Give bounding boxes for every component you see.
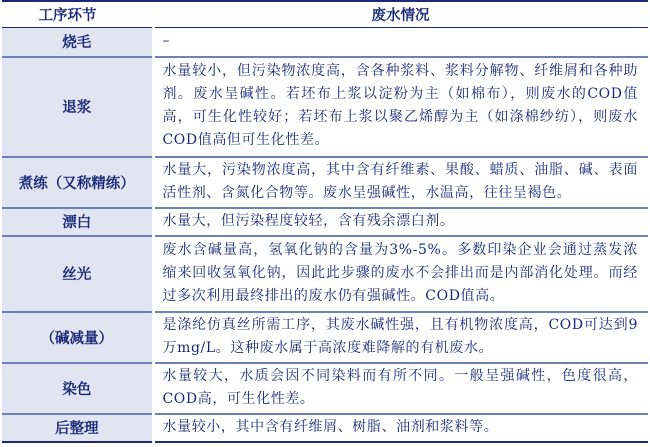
table-row <box>2 414 648 442</box>
table-row <box>2 208 648 236</box>
process-step-name: 烧毛 <box>2 28 153 57</box>
wastewater-description: 水量大，但污染程度较轻，含有残余漂白剂。 <box>153 208 648 236</box>
process-step-name: 后整理 <box>2 414 153 442</box>
column-header-process: 工序环节 <box>2 2 153 28</box>
table-row <box>2 28 648 57</box>
process-step-name: 丝光 <box>2 236 153 312</box>
process-step-name: （碱减量） <box>2 312 153 363</box>
wastewater-description: 是涤纶仿真丝所需工序，其废水碱性强，且有机物浓度高，COD可达到9万mg/L。这种废水属于高浓度难降解的有机废水。 <box>153 312 648 363</box>
column-header-wastewater: 废水情况 <box>153 2 648 28</box>
table-row <box>2 236 648 312</box>
process-step-name: 染色 <box>2 363 153 414</box>
table-row <box>2 312 648 363</box>
wastewater-description: 水量较小，其中含有纤维屑、树脂、油剂和浆料等。 <box>153 414 648 442</box>
wastewater-description: 废水含碱量高，氢氧化钠的含量为3%-5%。多数印染企业会通过蒸发浓缩来回收氢氧化钠，因此此步骤的废水不会排出而是内部消化处理。而经过多次利用最终排出的废水仍有强碱性。COD值高。 <box>153 236 648 312</box>
table-row <box>2 363 648 414</box>
wastewater-description: 水量较小，但污染物浓度高，含各种浆料、浆料分解物、纤维屑和各种助剂。废水呈碱性。若坯布上浆以淀粉为主（如棉布），则废水的COD值高，可生化性较好；若坯布上浆以聚乙烯醇为主（如涤棉纱纺），则废水COD值高但可生化性差。 <box>153 57 648 157</box>
table-top-rule <box>2 0 648 2</box>
wastewater-description: 水量大，污染物浓度高，其中含有纤维素、果酸、蜡质、油脂、碱、表面活性剂、含氮化合物等。废水呈强碱性，水温高，往往呈褐色。 <box>153 157 648 208</box>
table-header-row <box>2 2 648 28</box>
process-step-name: 退浆 <box>2 57 153 157</box>
wastewater-description: 水量较大，水质会因不同染料而有所不同。一般呈强碱性，色度很高，COD高，可生化性差。 <box>153 363 648 414</box>
process-step-name: 煮练（又称精练） <box>2 157 153 208</box>
wastewater-description: – <box>153 28 648 57</box>
wastewater-process-table <box>2 2 648 443</box>
process-step-name: 漂白 <box>2 208 153 236</box>
table-row <box>2 157 648 208</box>
table-row <box>2 57 648 157</box>
